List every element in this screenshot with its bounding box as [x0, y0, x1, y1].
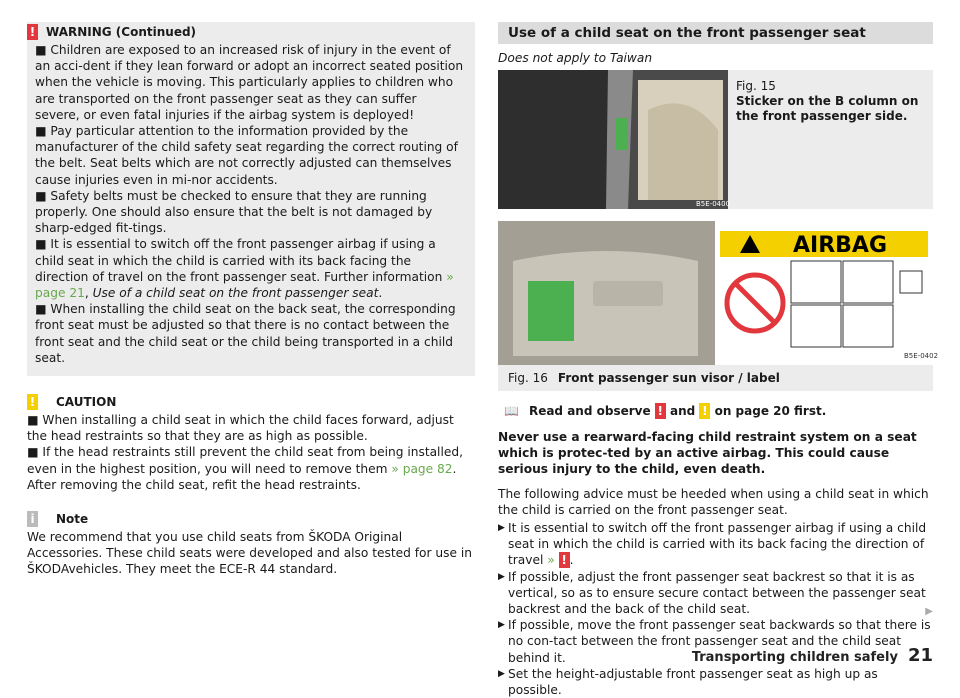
list-item: ■ Safety belts must be checked to ensure that they are running properly. One should also ensure that the belt is not damaged by sharp-edged fit-tings.	[35, 188, 433, 236]
figure-number: Fig. 16	[508, 371, 548, 385]
left-column	[27, 22, 475, 578]
figure-code: B5E-0402	[904, 352, 939, 360]
note-title: Note	[56, 512, 89, 527]
list-item: ▶ If possible, move the front passenger seat backwards so that there is no con-tact between the front passenger seat and the child seat behind it.	[498, 618, 931, 665]
list-item: ■ When installing the child seat on the back seat, the corresponding front seat must be adjusted so that there is no contact between the front seat and the child seat or the child being transported in a child seat.	[35, 302, 456, 365]
figure-number: Fig. 15	[736, 79, 776, 93]
warning-icon: !	[559, 552, 570, 568]
footer-title: Transporting children safely	[691, 650, 898, 665]
caution-icon: !	[699, 403, 710, 419]
warning-icon: !	[655, 403, 666, 419]
b-column-photo	[498, 70, 731, 209]
caution-icon: !	[27, 394, 38, 410]
figure-caption: Front passenger sun visor / label	[557, 371, 780, 385]
list-item: ■ When installing a child seat in which the child faces forward, adjust the head restraints so that they are as high as possible.	[27, 413, 454, 444]
bold-warning-text: Never use a rearward-facing child restraint system on a seat which is protec-ted by an active airbag. This could cause serious injury to the child, even death.	[498, 430, 917, 477]
book-icon: 📖	[504, 404, 519, 418]
list-item: ▶ It is essential to switch off the front passenger airbag if using a child seat in which the child is carried with its back facing the direction of travel » ! .	[498, 521, 927, 568]
list-item: ■ Children are exposed to an increased risk of injury in the event of an acci-dent if they lean forward or adopt an incorrect seated position when the vehicle is moving. This particularly applies to children who are transported on the front passenger seat as they can suffer severe, or even fatal injuries if the airbag system is deployed!	[35, 43, 464, 122]
figure-15	[498, 70, 933, 209]
page-number: 21	[907, 645, 933, 666]
continue-arrow-icon: ▶	[925, 606, 933, 617]
subtitle: Does not apply to Taiwan	[498, 51, 653, 65]
figure-caption: Sticker on the B column on the front passenger side.	[736, 94, 919, 123]
read-observe: 📖 Read and observe ! and ! on page 20 first.	[504, 404, 827, 418]
right-column	[498, 22, 939, 698]
warning-title: WARNING (Continued)	[46, 25, 197, 39]
note-text: We recommend that you use child seats from ŠKODA Original Accessories. These child seats were developed and also tested for use in ŠKODAvehicles. They meet the ECE-R 44 standard.	[27, 530, 472, 577]
page-link[interactable]: » page 82	[391, 461, 453, 476]
figure-code: B5E-0400	[696, 200, 731, 208]
page-footer	[692, 645, 933, 666]
page-link[interactable]: » page 21	[35, 269, 454, 301]
list-item: ■ Pay particular attention to the information provided by the manufacturer of the child safety seat regarding the correct routing of the belt. Seat belts which are not correctly adjusted can themselves cause injuries even in mi-nor accidents.	[35, 124, 458, 187]
note-icon: i	[27, 511, 38, 527]
list-item: ▶ If possible, adjust the front passenger seat backrest so that it is as vertical, so as to ensure secure contact between the passenger seat backrest and the back of the child seat.	[498, 569, 926, 617]
warning-icon: !	[27, 24, 38, 40]
caution-title: CAUTION	[56, 395, 117, 410]
warning-box	[27, 22, 475, 376]
intro-text: The following advice must be heeded when using a child seat in which the child is carried on the front passenger seat.	[498, 486, 929, 517]
sun-visor-photo	[498, 221, 939, 365]
page-link[interactable]: »	[547, 553, 555, 568]
list-item: ■ It is essential to switch off the front passenger airbag if using a child seat in which the child is carried with its back facing the direction of travel on the front passenger seat. Further information » page 21, Use of a child seat on the front passenger seat.	[35, 237, 454, 301]
list-item: ▶ Set the height-adjustable front passenger seat as high up as possible.	[498, 666, 878, 698]
list-item: ■ If the head restraints still prevent the child seat from being installed, even in the highest position, you will need to remove them » page 82. After removing the child seat, refit the head restraints.	[27, 445, 463, 492]
figure-16	[498, 221, 939, 391]
section-heading: Use of a child seat on the front passenger seat	[498, 22, 933, 44]
label-word: AIRBAG	[793, 233, 888, 258]
